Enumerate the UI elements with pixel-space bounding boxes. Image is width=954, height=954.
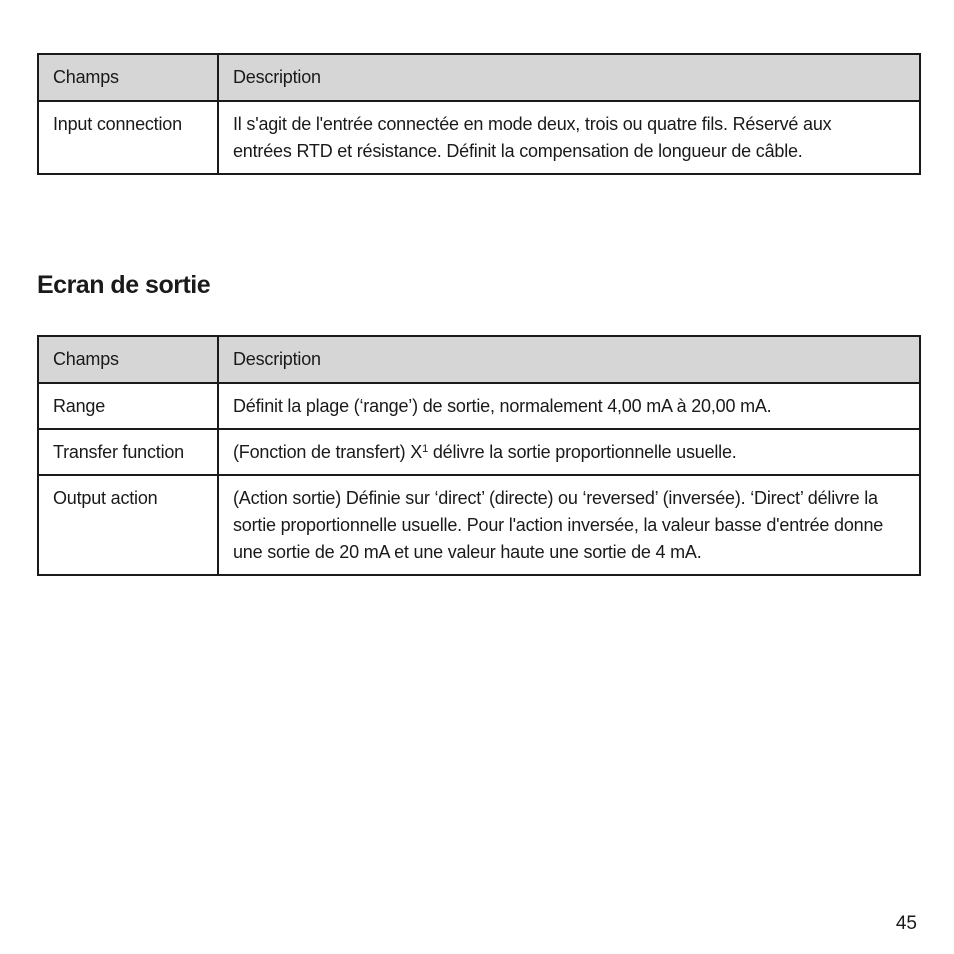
field-description-cell: Définit la plage (‘range’) de sortie, normalement 4,00 mA à 20,00 mA. <box>218 383 920 429</box>
field-name-cell: Transfer function <box>38 429 218 475</box>
output-fields-table <box>37 335 921 576</box>
field-description-cell: (Action sortie) Définie sur ‘direct’ (directe) ou ‘reversed’ (inversée). ‘Direct’ délivre la sortie proportionnelle usuelle. Pour l'action inversée, la valeur basse d'entrée donne une sortie de 20 mA et une valeur haute une sortie de 4 mA. <box>218 475 920 575</box>
table-header-row <box>38 336 920 383</box>
field-description-cell: Il s'agit de l'entrée connectée en mode deux, trois ou quatre fils. Réservé aux entrées RTD et résistance. Définit la compensation de longueur de câble. <box>218 101 920 174</box>
column-header-description: Description <box>218 336 920 383</box>
table-row <box>38 101 920 174</box>
superscript-text: 1 <box>422 443 429 455</box>
table-row <box>38 475 920 575</box>
field-description-cell <box>218 429 920 475</box>
table-header-row <box>38 54 920 101</box>
column-header-fields: Champs <box>38 54 218 101</box>
table-row <box>38 383 920 429</box>
field-name-cell: Range <box>38 383 218 429</box>
field-name-cell: Output action <box>38 475 218 575</box>
column-header-fields: Champs <box>38 336 218 383</box>
input-fields-table <box>37 53 921 175</box>
field-name-cell: Input connection <box>38 101 218 174</box>
description-text: (Fonction de transfert) X <box>233 442 423 462</box>
section-heading: Ecran de sortie <box>37 271 211 299</box>
column-header-description: Description <box>218 54 920 101</box>
page-number: 45 <box>895 913 917 934</box>
table-row <box>38 429 920 475</box>
description-text: délivre la sortie proportionnelle usuelle. <box>428 442 737 462</box>
